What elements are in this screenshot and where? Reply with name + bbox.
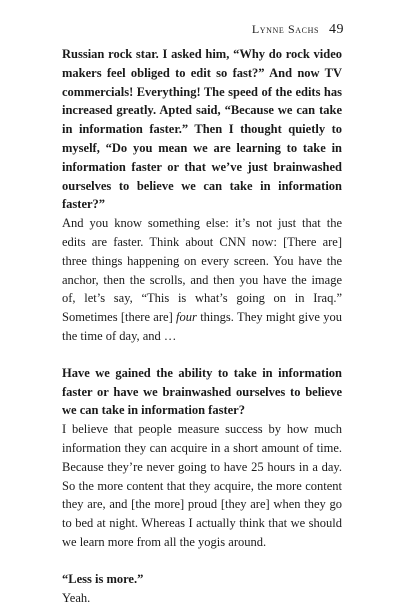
question-paragraph: Russian rock star. I asked him, “Why do rock video makers feel obliged to edit so fast?” And now TV commercials! Everything! The speed of the edits has increased greatly. Apted said, “Because we can take in information faster.” Then I thought quietly to myself, “Do you mean we are learning to take in information faster or that we’ve just brainwashed ourselves to believe we can take in information faster?” <box>62 47 342 212</box>
running-header-author: Lynne Sachs <box>251 22 319 36</box>
answer-text-end: things. They might give you the time of day, and … <box>62 310 342 343</box>
answer-paragraph: I believe that people measure success by how much information they can acquire in a short amount of time. Because they’re never going to have 25 hours in a day. So the more content that they acquire, the more content they are, and [the more] proud [they are] when they go to bed at night. Whereas I actually think that we should we learn more from all the yogis around. <box>62 422 342 549</box>
emphasis-text: four <box>176 310 197 325</box>
answer-paragraph: Yeah. <box>62 590 91 605</box>
answer-text-start: And you know something else: it’s not just that the edits are faster. Think about CNN now: [There are] three things happening on every screen. You have the anchor, then the scrolls, and then you have the image of, let’s say, “This is what’s going on in Iraq.” Sometimes [there are] <box>62 216 342 325</box>
running-header <box>252 22 344 38</box>
question-paragraph: “Less is more.” <box>62 571 144 586</box>
answer-paragraph <box>62 214 342 346</box>
paragraph-gap <box>62 346 342 364</box>
paragraph-gap <box>62 552 342 570</box>
page-number: 49 <box>329 22 344 37</box>
question-paragraph: Have we gained the ability to take in information faster or have we brainwashed ourselves to believe we can take in information faster? <box>62 365 342 418</box>
page-body <box>62 45 342 607</box>
